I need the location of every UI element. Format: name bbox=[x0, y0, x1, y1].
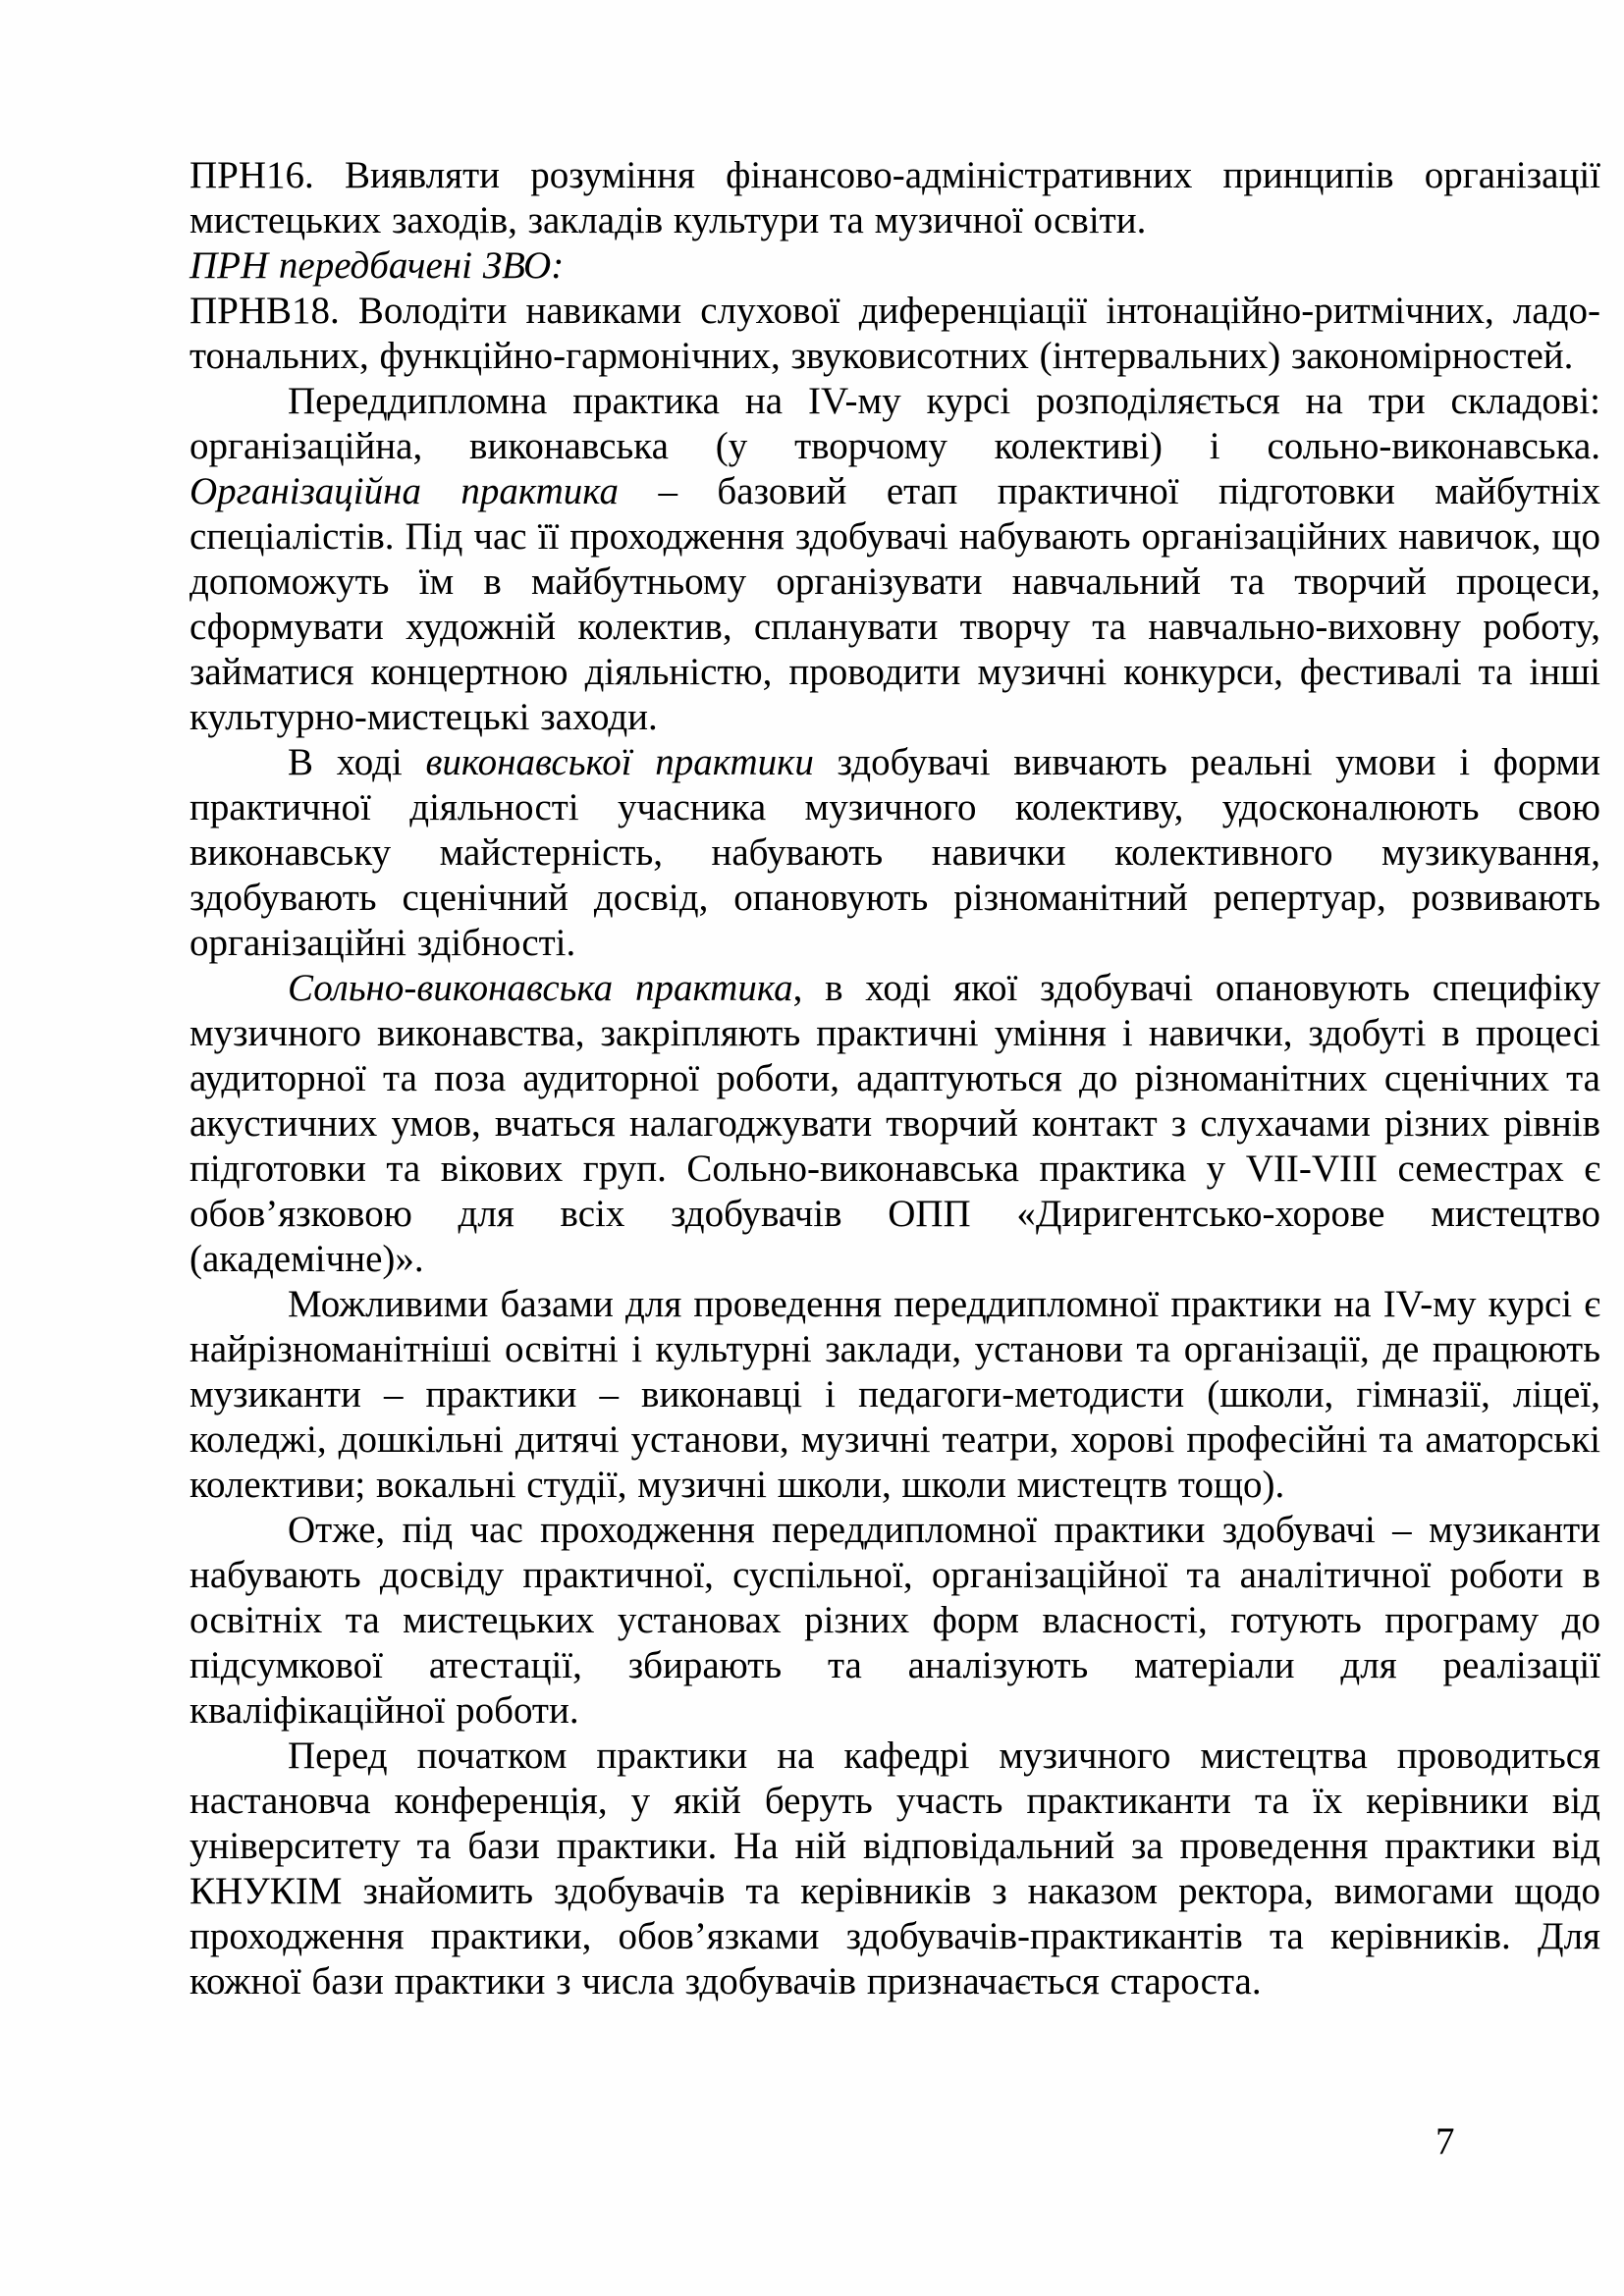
italic-text-segment: виконавської практики bbox=[425, 741, 814, 783]
text-segment: ПРН16. Виявляти розуміння фінансово-адміністративних принципів організації мистецьких заходів, закладів культури та музичної освіти. bbox=[189, 154, 1600, 241]
italic-text-segment: Організаційна практика bbox=[189, 470, 620, 512]
paragraph-bazy-praktyky bbox=[189, 1282, 1600, 1508]
paragraph-otzhe bbox=[189, 1508, 1600, 1734]
italic-text-segment: ПРН передбачені ЗВО: bbox=[189, 244, 565, 287]
text-segment: Отже, під час проходження переддипломної практики здобувачі – музиканти набувають досвіду практичної, суспільної, організаційної та аналітичної роботи в освітніх та мистецьких установах різних форм власності, готують програму до підсумкової атестації, збирають та аналізують матеріали для реалізації кваліфікаційної роботи. bbox=[189, 1509, 1600, 1732]
paragraph-prnv18 bbox=[189, 289, 1600, 379]
italic-text-segment: Сольно-виконавська практика bbox=[288, 967, 793, 1009]
text-segment: – базовий етап практичної підготовки майбутніх спеціалістів. Під час її проходження здобувачі набувають організаційних навичок, що допоможуть їм в майбутньому організувати навчальний та творчий процеси, сформувати художній колектив, спланувати творчу та навчально-виховну роботу, займатися концертною діяльністю, проводити музичні конкурси, фестивалі та інші культурно-мистецькі заходи. bbox=[189, 470, 1600, 738]
page-number: 7 bbox=[1435, 2120, 1455, 2163]
text-segment: Переддипломна практика на IV-му курсі розподіляється на три складові: організаційна, виконавська (у творчому колективі) і сольно-виконавська. bbox=[189, 380, 1600, 467]
paragraph-prn-zvo-heading bbox=[189, 243, 1600, 289]
document-body bbox=[189, 153, 1600, 2004]
paragraph-pereddyplomna bbox=[189, 379, 1600, 740]
text-segment: , в ході якої здобувачі опановують специфіку музичного виконавства, закріпляють практичні уміння і навички, здобуті в процесі аудиторної та поза аудиторної роботи, адаптуються до різноманітних сценічних та акустичних умов, вчаться налагоджувати творчий контакт з слухачами різних рівнів підготовки та вікових груп. Сольно-виконавська практика у VII-VIII семестрах є обов’язковою для всіх здобувачів ОПП «Диригентсько-хорове мистецтво (академічне)». bbox=[189, 967, 1600, 1280]
text-segment: здобувачі вивчають реальні умови і форми практичної діяльності учасника музичного колективу, удосконалюють свою виконавську майстерність, набувають навички колективного музикування, здобувають сценічний досвід, опановують різноманітний репертуар, розвивають організаційні здібності. bbox=[189, 741, 1600, 964]
text-segment: Можливими базами для проведення переддипломної практики на IV-му курсі є найрізноманітніші освітні і культурні заклади, установи та організації, де працюють музиканти – практики – виконавці і педагоги-методисти (школи, гімназії, ліцеї, коледжі, дошкільні дитячі установи, музичні театри, хорові професійні та аматорські колективи; вокальні студії, музичні школи, школи мистецтв тощо). bbox=[189, 1283, 1600, 1506]
paragraph-solno-vykonavska bbox=[189, 966, 1600, 1282]
text-segment: Перед початком практики на кафедрі музичного мистецтва проводиться настановча конференція, у якій беруть участь практиканти та їх керівники від університету та бази практики. На ній відповідальний за проведення практики від КНУКІМ знайомить здобувачів та керівників з наказом ректора, вимогами щодо проходження практики, обов’язками здобувачів-практикантів та керівників. Для кожної бази практики з числа здобувачів призначається староста. bbox=[189, 1735, 1600, 2002]
text-segment: ПРНВ18. Володіти навиками слухової диференціації інтонаційно-ритмічних, ладо-тональних, функційно-гармонічних, звуковисотних (інтервальних) закономірностей. bbox=[189, 290, 1600, 377]
paragraph-prn16 bbox=[189, 153, 1600, 243]
paragraph-nastanovcha-konferentsiia bbox=[189, 1734, 1600, 2004]
text-segment: В ході bbox=[288, 741, 426, 783]
paragraph-vykonavska bbox=[189, 740, 1600, 966]
